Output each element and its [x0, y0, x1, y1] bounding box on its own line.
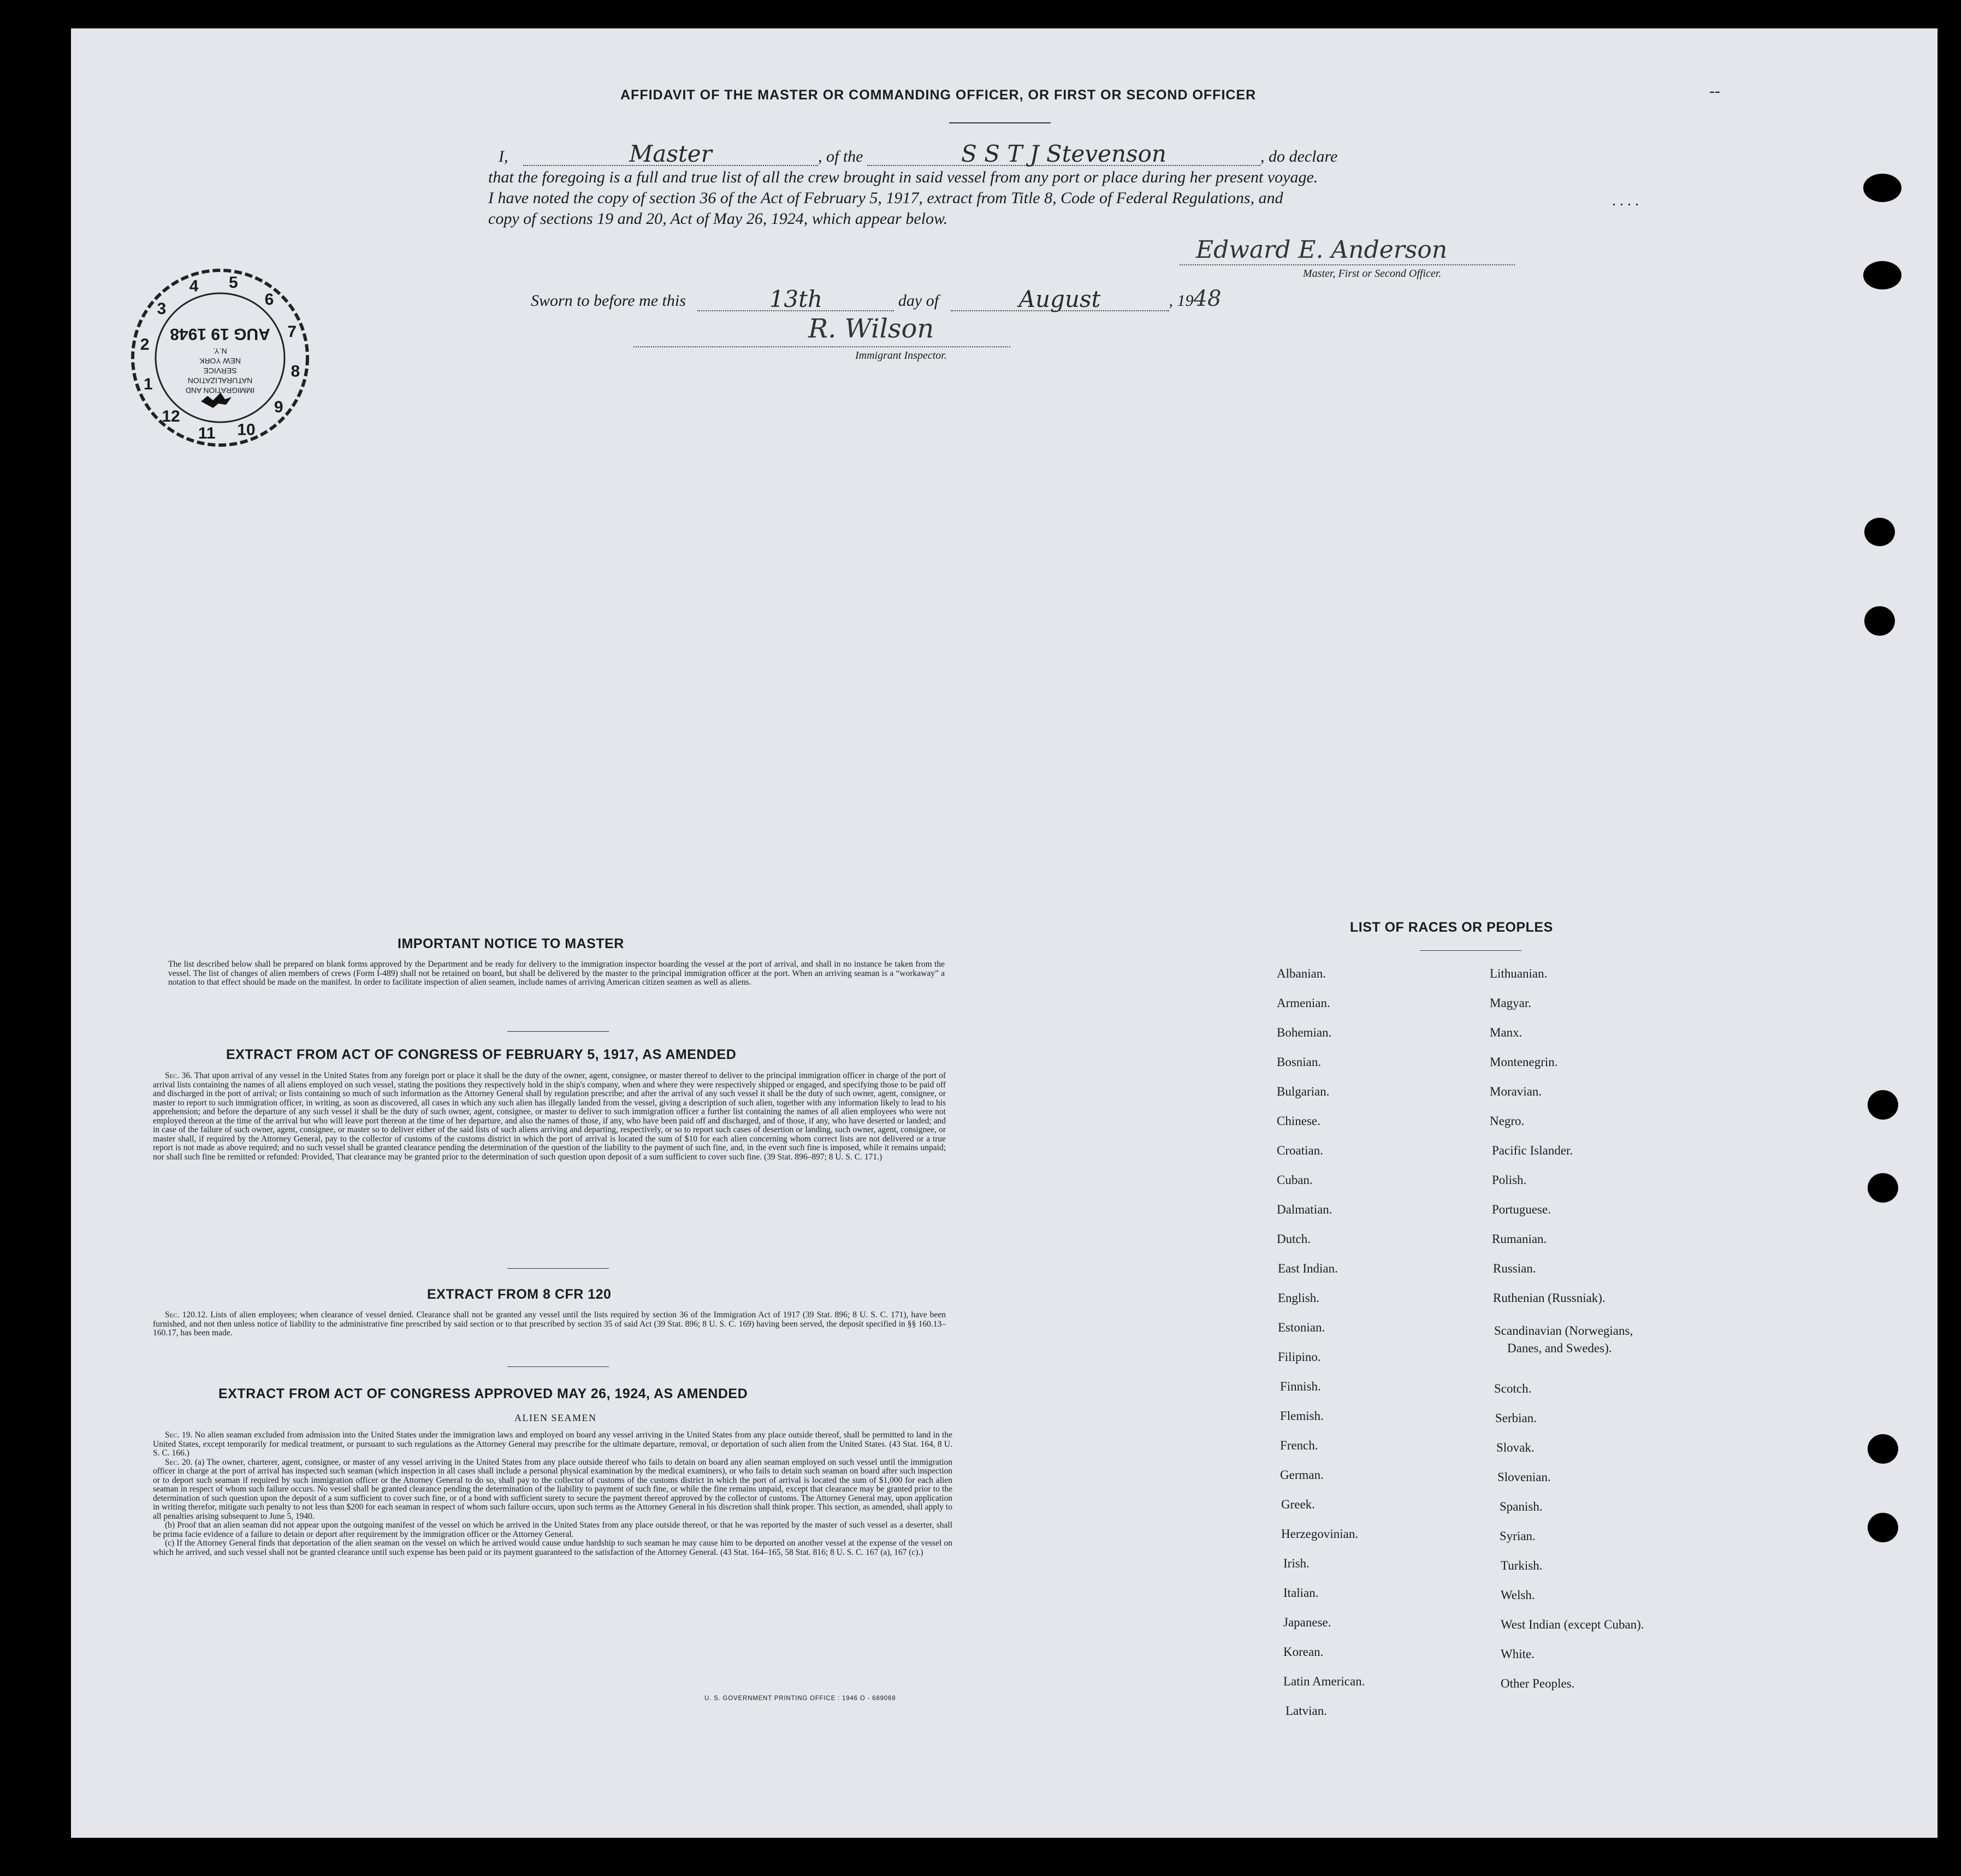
punch-hole: [1864, 518, 1895, 546]
inspector-line: [633, 346, 1010, 347]
race-item: English.: [1278, 1291, 1320, 1305]
race-item: Magyar.: [1490, 996, 1532, 1010]
extract-1917-heading: EXTRACT FROM ACT OF CONGRESS OF FEBRUARY 5, 1917, AS AMENDED: [226, 1047, 737, 1062]
stamp-ring-number: 3: [157, 300, 167, 318]
divider: [1420, 950, 1521, 951]
divider: [949, 122, 1051, 123]
punch-hole: [1868, 1090, 1898, 1120]
races-heading: LIST OF RACES OR PEOPLES: [1350, 920, 1553, 935]
line3-dots: . . . .: [1612, 192, 1639, 209]
punch-hole: [1863, 261, 1901, 289]
race-item: Spanish.: [1500, 1500, 1543, 1513]
race-item: Croatian.: [1277, 1144, 1323, 1157]
punch-hole: [1864, 606, 1895, 636]
race-item: Japanese.: [1283, 1615, 1331, 1629]
race-item: White.: [1501, 1647, 1535, 1661]
stamp-ring-number: 6: [264, 290, 274, 309]
sworn-label: Sworn to before me this: [531, 292, 686, 310]
extract-1917-text: [153, 1072, 946, 1162]
day-field: 13th: [697, 288, 894, 311]
stamp-agency-5: N.Y.: [213, 347, 227, 356]
corner-mark: --: [1709, 82, 1720, 100]
of-the-label: , of the: [818, 147, 863, 165]
sec-20-paragraph: [153, 1458, 952, 1522]
race-item: Finnish.: [1280, 1380, 1321, 1393]
affidavit-line3: I have noted the copy of section 36 of the Act of February 5, 1917, extract from Title 8, Code of Federal Regulations, and: [488, 189, 1283, 207]
stamp-date: AUG 19 1948: [170, 325, 270, 343]
immigration-date-stamp: [130, 268, 310, 448]
stamp-ring-number: 7: [287, 323, 297, 341]
stamp-ring-number: 9: [274, 398, 283, 416]
sec-36-label: Sec. 36.: [165, 1071, 193, 1080]
printing-office-footer: U. S. GOVERNMENT PRINTING OFFICE : 1946 O - 689069: [704, 1695, 896, 1702]
stamp-agency-1: IMMIGRATION AND: [185, 386, 255, 395]
sec-19-text: No alien seaman excluded from admission into the United States under the immigration laws and employed on board any vessel arriving in the United States from any place outside thereof, shall be permitted to land in the United States, except temporarily for medical treatment, or pursuant to such regulations as the Attorney General may prescribe for the ultimate departure, removal, or deportation of such alien from the United States. (43 Stat. 164, 8 U. S. C. 166.): [153, 1430, 952, 1458]
inspector-label: Immigrant Inspector.: [855, 350, 947, 362]
affidavit-heading: AFFIDAVIT OF THE MASTER OR COMMANDING OFFICER, OR FIRST OR SECOND OFFICER: [620, 87, 1257, 103]
divider: [507, 1268, 609, 1269]
race-item: Dutch.: [1277, 1232, 1311, 1246]
race-item: Scotch.: [1494, 1382, 1532, 1395]
vessel-field: S S T J Stevenson: [867, 143, 1260, 166]
sec-20-label: Sec. 20.: [165, 1457, 193, 1467]
race-item: Welsh.: [1501, 1588, 1535, 1602]
inspector-signature: R. Wilson: [808, 313, 934, 344]
year-prefix: , 19: [1169, 292, 1194, 310]
sworn-line: [531, 286, 1221, 311]
race-item: East Indian.: [1278, 1262, 1338, 1275]
race-item: Pacific Islander.: [1492, 1144, 1573, 1157]
day-of-label: day of: [898, 292, 939, 310]
year-field: 48: [1193, 286, 1222, 311]
race-item: Serbian.: [1495, 1411, 1537, 1425]
race-item: Rumanian.: [1492, 1232, 1547, 1246]
affidavit-line1: [499, 140, 1338, 167]
divider: [507, 1031, 609, 1032]
race-item: German.: [1280, 1468, 1324, 1482]
race-item: French.: [1280, 1439, 1318, 1452]
sec-20a-text: (a) The owner, charterer, agent, consignee, or master of any vessel arriving in the United States from any place outside thereof who fails to detain on board any alien seaman employed on such vessel until the immigration officer in charge at the port of arrival has inspected such seaman (which inspection in all cases shall include a personal physical examination by the medical examiners), or who fails to detain such seaman on board after such inspection or to deport such seaman if required by such immigration officer or the Attorney General to do so, shall pay to the collector of customs of the customs district in which the port of arrival is located the sum of $1,000 for each alien seaman in respect of whom such failure occurs. No vessel shall be granted clearance pending the determination of the liability to payment of such fine, or while the fine remains unpaid, except that clearance may be granted prior to the determination of such question upon the deposit of a sum sufficient to cover such fine, or of a bond with sufficient surety to secure the payment thereof approved by the collector of customs. The Attorney General may, upon application in writing therefor, mitigate such penalty to not less than $200 for each seaman in respect of whom such failure occurs, upon such terms as the Attorney General in his discretion shall think proper. This section, as amended, shall apply to all penalties arising subsequent to June 5, 1940.: [153, 1457, 952, 1521]
race-item: Albanian.: [1277, 967, 1326, 980]
stamp-ring-number: 5: [228, 274, 238, 292]
stamp-ring-number: 12: [162, 407, 180, 426]
extract-1924-body: [153, 1431, 952, 1557]
sec-19-label: Sec. 19.: [165, 1430, 193, 1440]
race-item: Danes, and Swedes).: [1507, 1341, 1612, 1355]
race-item: Negro.: [1490, 1114, 1525, 1128]
punch-hole: [1868, 1173, 1898, 1203]
extract-cfr-heading: EXTRACT FROM 8 CFR 120: [427, 1287, 612, 1302]
name-field: Master: [523, 143, 818, 166]
race-item: Moravian.: [1490, 1085, 1542, 1098]
stamp-ring-number: 10: [237, 421, 256, 439]
race-item: Syrian.: [1500, 1529, 1536, 1543]
punch-hole: [1868, 1434, 1898, 1464]
race-item: Greek.: [1281, 1498, 1315, 1511]
race-item: Korean.: [1283, 1645, 1324, 1659]
race-item: Chinese.: [1277, 1114, 1320, 1128]
race-item: Slovenian.: [1497, 1470, 1551, 1484]
affidavit-line2: that the foregoing is a full and true list of all the crew brought in said vessel from any port or place during her present voyage.: [488, 168, 1318, 186]
race-item: Slovak.: [1496, 1441, 1535, 1454]
affidavit-line4: copy of sections 19 and 20, Act of May 26, 1924, which appear below.: [488, 210, 948, 228]
stamp-ring-number: 11: [198, 424, 216, 442]
sec-20c-text: (c) If the Attorney General finds that deportation of the alien seaman on the vessel on which he arrived would cause undue hardship to such seaman he may cause him to be deported on another vessel at the expense of the vessel on which he arrived, and such vessel shall not be granted clearance until such expense has been paid or its payment guaranteed to the satisfaction of the Attorney General. (43 Stat. 164–165, 58 Stat. 816; 8 U. S. C. 167 (a), 167 (c).): [153, 1538, 952, 1557]
race-item: Scandinavian (Norwegians,: [1494, 1324, 1633, 1338]
race-item: Manx.: [1490, 1026, 1522, 1039]
race-item: Italian.: [1283, 1586, 1319, 1600]
race-item: Lithuanian.: [1490, 967, 1548, 980]
divider: [507, 1366, 609, 1367]
race-item: West Indian (except Cuban).: [1501, 1618, 1644, 1631]
stamp-agency-2: NATURALIZATION: [187, 376, 253, 385]
extract-cfr-text: [153, 1311, 946, 1338]
race-item: Russian.: [1493, 1262, 1536, 1275]
sec-20b-text: (b) Proof that an alien seaman did not appear upon the outgoing manifest of the vessel on which he arrived in the United States from any place outside thereof, or that he was reported by the master of such vessel as a deserter, shall be prima facie evidence of a failure to detain or deport after requirement by the immigration officer or the Attorney General.: [153, 1520, 952, 1539]
notice-text: The list described below shall be prepared on blank forms approved by the Department and be ready for delivery to the immigration inspector boarding the vessel at the port of arrival, and shall in no instance be taken from the vessel. The list of changes of alien members of crews (Form I-489) shall not be retained on board, but shall be delivered by the master to the principal immigration officer at the port. When an arriving seaman is a “workaway” a notation to that effect should be made on the manifest. In order to facilitate inspection of alien seamen, include names of arriving American citizen seamen as well as aliens.: [168, 960, 945, 987]
race-item: Polish.: [1492, 1173, 1527, 1187]
sec-120-text: Lists of alien employees; when clearance of vessel denied. Clearance shall not be granted any vessel until the lists required by section 36 of the Immigration Act of 1917 (39 Stat. 896; 8 U. S. C. 171), have been furnished, and not then unless notice of liability to the administrative fine prescribed by said section or to that prescribed by section 35 of said Act (39 Stat. 896; 8 U. S. C. 169) having been served, the deposit specified in §§ 160.13–160.17, has been made.: [153, 1310, 946, 1338]
race-item: Bohemian.: [1277, 1026, 1332, 1039]
extract-1924-heading: EXTRACT FROM ACT OF CONGRESS APPROVED MAY 26, 1924, AS AMENDED: [218, 1386, 748, 1401]
sec-120-label: Sec. 120.12.: [165, 1310, 208, 1319]
signature-line: [1180, 264, 1515, 265]
race-item: Irish.: [1283, 1557, 1310, 1570]
race-item: Portuguese.: [1492, 1203, 1551, 1216]
signature-label: Master, First or Second Officer.: [1303, 268, 1442, 280]
declare-label: , do declare: [1260, 147, 1338, 165]
i-label: I,: [499, 147, 508, 165]
sec-36-text: That upon arrival of any vessel in the United States from any foreign port or place it shall be the duty of the owner, agent, consignee, or master thereof to deliver to the principal immigration officer in charge of the port of arrival lists containing the names of all aliens employed on such vessel, stating the positions they respectively hold in the ship's company, when and where they were respectively shipped or engaged, and specifying those to be paid off and discharged in the port of arrival; or lists containing so much of such information as the Attorney General shall by regulation prescribe; and after the arrival of any such vessel it shall be the duty of such owner, agent, consignee, or master to report to such immigration officer, in writing, as soon as discovered, all cases in which any such alien has illegally landed from the vessel, giving a description of such alien, together with any information likely to lead to his apprehension; and before the departure of any such vessel it shall be the duty of such owner, agent, consignee, or master to deliver to such immigration officer a further list containing the names of all alien employees who were not employed thereon at the time of the arrival but who will leave port thereon at the time of her departure, and also the names of those, if any, who have been paid off and discharged, and of those, if any, who have deserted or landed; and in case of the failure of such owner, agent, consignee, or master so to deliver either of the said lists of such aliens arriving and departing, respectively, or so to report such cases of desertion or landing, such owner, agent, consignee, or master shall, if required by the Attorney General, pay to the collector of customs of the customs district in which the port of arrival is located the sum of $10 for each alien concerning whom correct lists are not delivered or a true report is not made as above required; and no such vessel shall be granted clearance pending the determination of the question of the liability to the payment of such fine, and, in the event such fine is imposed, while it remains unpaid; nor shall such fine be remitted or refunded: Provided, That clearance may be granted prior to the determination of such question upon deposit of a sum sufficient to cover such fine. (39 Stat. 896–897; 8 U. S. C. 171.): [153, 1071, 946, 1162]
month-field: August: [951, 288, 1169, 311]
race-item: Bulgarian.: [1277, 1085, 1330, 1098]
stamp-agency-4: NEW YORK: [199, 357, 241, 365]
race-item: Armenian.: [1277, 996, 1330, 1010]
master-signature: Edward E. Anderson: [1196, 236, 1448, 264]
race-item: Montenegrin.: [1490, 1055, 1558, 1069]
stamp-ring-number: 1: [144, 375, 153, 393]
race-item: Cuban.: [1277, 1173, 1313, 1187]
race-item: Dalmatian.: [1277, 1203, 1332, 1216]
stamp-ring-number: 8: [291, 362, 300, 381]
race-item: Latvian.: [1285, 1704, 1327, 1718]
stamp-ring-number: 2: [140, 335, 150, 354]
race-item: Turkish.: [1501, 1559, 1543, 1572]
race-item: Estonian.: [1278, 1321, 1325, 1334]
stamp-agency-3: SERVICE: [203, 366, 237, 375]
race-item: Other Peoples.: [1501, 1677, 1575, 1690]
race-item: Herzegovinian.: [1281, 1527, 1359, 1541]
punch-hole: [1868, 1513, 1898, 1542]
race-item: Ruthenian (Russniak).: [1493, 1291, 1605, 1305]
notice-heading: IMPORTANT NOTICE TO MASTER: [398, 936, 624, 951]
race-item: Latin American.: [1283, 1674, 1365, 1688]
race-item: Flemish.: [1280, 1409, 1324, 1423]
race-item: Bosnian.: [1277, 1055, 1322, 1069]
stamp-ring-number: 4: [189, 277, 199, 295]
alien-seamen-subheading: ALIEN SEAMEN: [514, 1412, 597, 1423]
sec-19-paragraph: [153, 1431, 952, 1458]
race-item: Filipino.: [1278, 1350, 1321, 1364]
punch-hole: [1863, 174, 1901, 202]
